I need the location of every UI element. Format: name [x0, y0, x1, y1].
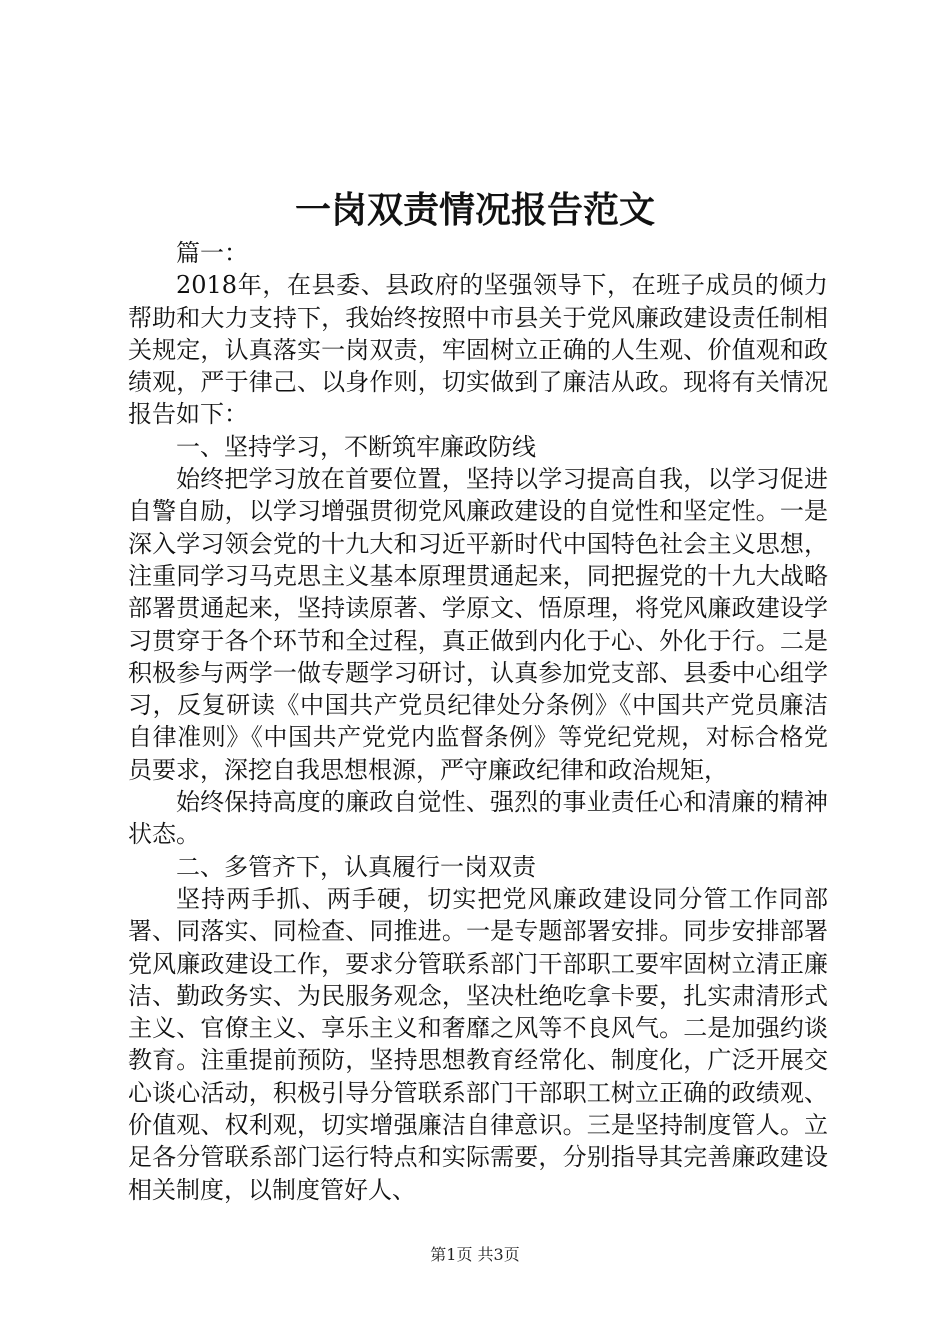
paragraph-study-continued: 始终保持高度的廉政自觉性、强烈的事业责任心和清廉的精神状态。 [128, 788, 828, 849]
section-heading-2: 二、多管齐下，认真履行一岗双责 [176, 852, 536, 881]
document-title: 一岗双责情况报告范文 [294, 189, 655, 231]
document-body [128, 237, 828, 1206]
page-footer: 第1页 共3页 [430, 1245, 520, 1264]
section-label: 篇一： [176, 239, 248, 267]
section-heading-1: 一、坚持学习，不断筑牢廉政防线 [176, 432, 536, 461]
paragraph-study: 始终把学习放在首要位置，坚持以学习提高自我，以学习促进自警自励，以学习增强贯彻党风廉政建设的自觉性和坚定性。一是深入学习领会党的十九大和习近平新时代中国特色社会主义思想，注重同学习马克思主义基本原理贯通起来，同把握党的十九大战略部署贯通起来，坚持读原著、学原文、悟原理，将党风廉政建设学习贯穿于各个环节和全过程，真正做到内化于心、外化于行。二是积极参与两学一做专题学习研讨，认真参加党支部、县委中心组学习，反复研读《中国共产党员纪律处分条例》《中国共产党员廉洁自律准则》《中国共产党党内监督条例》等党纪党规，对标合格党员要求，深挖自我思想根源，严守廉政纪律和政治规矩， [128, 465, 828, 784]
paragraph-duties: 坚持两手抓、两手硬，切实把党风廉政建设同分管工作同部署、同落实、同检查、同推进。一是专题部署安排。同步安排部署党风廉政建设工作，要求分管联系部门干部职工要牢固树立清正廉洁、勤政务实、为民服务观念，坚决杜绝吃拿卡要，扎实肃清形式主义、官僚主义、享乐主义和奢靡之风等不良风气。二是加强约谈教育。注重提前预防，坚持思想教育经常化、制度化，广泛开展交心谈心活动，积极引导分管联系部门干部职工树立正确的政绩观、价值观、权利观，切实增强廉洁自律意识。三是坚持制度管人。立足各分管联系部门运行特点和实际需要，分别指导其完善廉政建设相关制度，以制度管好人、 [128, 884, 828, 1204]
paragraph-intro: 2018年，在县委、县政府的坚强领导下，在班子成员的倾力帮助和大力支持下，我始终按照中市县关于党风廉政建设责任制相关规定，认真落实一岗双责，牢固树立正确的人生观、价值观和政绩观，严于律己、以身作则，切实做到了廉洁从政。现将有关情况报告如下： [128, 271, 828, 429]
